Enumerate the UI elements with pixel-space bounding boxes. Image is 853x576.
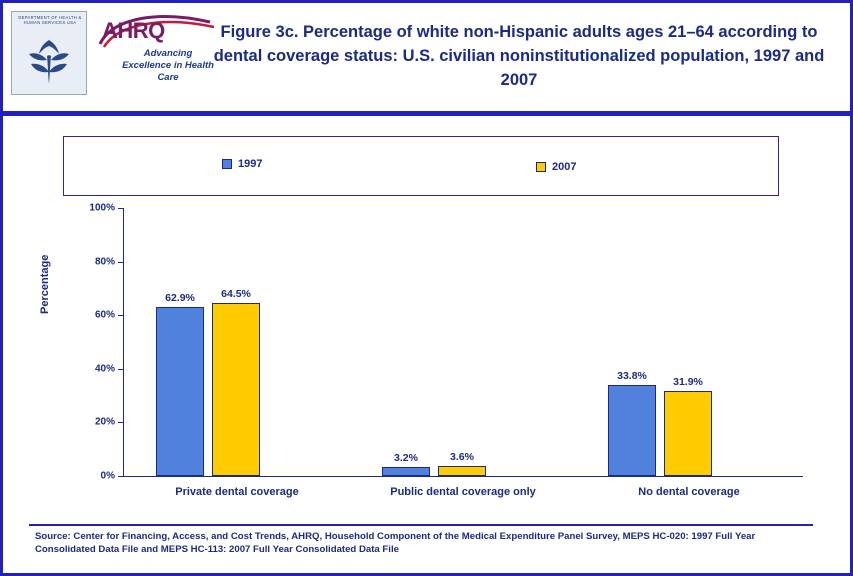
bar-group-public-dental-coverage-only bbox=[350, 208, 576, 498]
ahrq-wordmark: AHRQ bbox=[102, 18, 165, 43]
bar-value-2007-public: 3.6% bbox=[450, 451, 474, 464]
bar-value-2007-none: 31.9% bbox=[673, 375, 703, 388]
legend-item-2007 bbox=[536, 161, 576, 173]
bar-value-2007-private: 64.5% bbox=[221, 288, 251, 301]
figure-header bbox=[3, 3, 850, 111]
legend-swatch-1997 bbox=[222, 159, 232, 169]
bar-value-1997-private: 62.9% bbox=[165, 292, 195, 305]
source-divider bbox=[29, 524, 813, 526]
y-tick-label: 100% bbox=[89, 202, 115, 214]
y-axis-title: Percentage bbox=[39, 254, 51, 314]
legend-swatch-2007 bbox=[536, 162, 546, 172]
bar-1997-private[interactable] bbox=[156, 307, 204, 476]
x-axis-line bbox=[123, 476, 803, 477]
ahrq-tagline: Advancing Excellence in Health Care bbox=[122, 48, 214, 83]
bar-2007-private[interactable] bbox=[212, 303, 260, 476]
chart-plot-area bbox=[39, 202, 803, 498]
legend-item-1997 bbox=[222, 158, 262, 170]
figure-title: Figure 3c. Percentage of white non-Hispanic adults ages 21–64 according to dental coverage status: U.S. civilian noninstitutionalized population, 1997 and 2007 bbox=[213, 23, 825, 89]
bar-2007-none[interactable] bbox=[664, 391, 712, 477]
legend-label-1997: 1997 bbox=[238, 158, 263, 170]
y-tick-label: 80% bbox=[94, 256, 115, 268]
y-tick-label: 0% bbox=[100, 470, 115, 482]
bar-value-1997-none: 33.8% bbox=[617, 370, 647, 383]
x-category-label-none: No dental coverage bbox=[638, 486, 740, 498]
bar-value-1997-public: 3.2% bbox=[394, 452, 418, 465]
header-divider bbox=[3, 111, 850, 116]
y-tick-label: 20% bbox=[94, 416, 115, 428]
x-category-label-private: Private dental coverage bbox=[175, 486, 299, 498]
bar-1997-public[interactable] bbox=[382, 467, 430, 476]
chart-legend bbox=[63, 136, 779, 196]
hhs-seal-arc-text: DEPARTMENT OF HEALTH & HUMAN SERVICES USA bbox=[18, 15, 82, 25]
legend-label-2007: 2007 bbox=[552, 161, 577, 173]
x-category-label-public: Public dental coverage only bbox=[390, 486, 536, 498]
y-tick-label: 40% bbox=[94, 363, 115, 375]
hhs-eagle-icon bbox=[21, 36, 77, 93]
source-note: Source: Center for Financing, Access, and Cost Trends, AHRQ, Household Component of the Medical Expenditure Panel Survey, MEPS HC-020: 1997 Full Year Consolidated Data File and MEPS HC-113: 2007 Full Year Consolidated Data File bbox=[35, 531, 756, 555]
bar-groups bbox=[124, 208, 803, 498]
bar-group-no-dental-coverage bbox=[576, 208, 802, 498]
logo-group bbox=[11, 11, 219, 95]
hhs-seal-logo bbox=[11, 11, 87, 95]
bar-2007-public[interactable] bbox=[438, 466, 486, 476]
y-tick-label: 60% bbox=[94, 309, 115, 321]
bar-1997-none[interactable] bbox=[608, 385, 656, 476]
bar-group-private-dental-coverage bbox=[124, 208, 350, 498]
y-axis-tick-labels bbox=[63, 202, 121, 482]
